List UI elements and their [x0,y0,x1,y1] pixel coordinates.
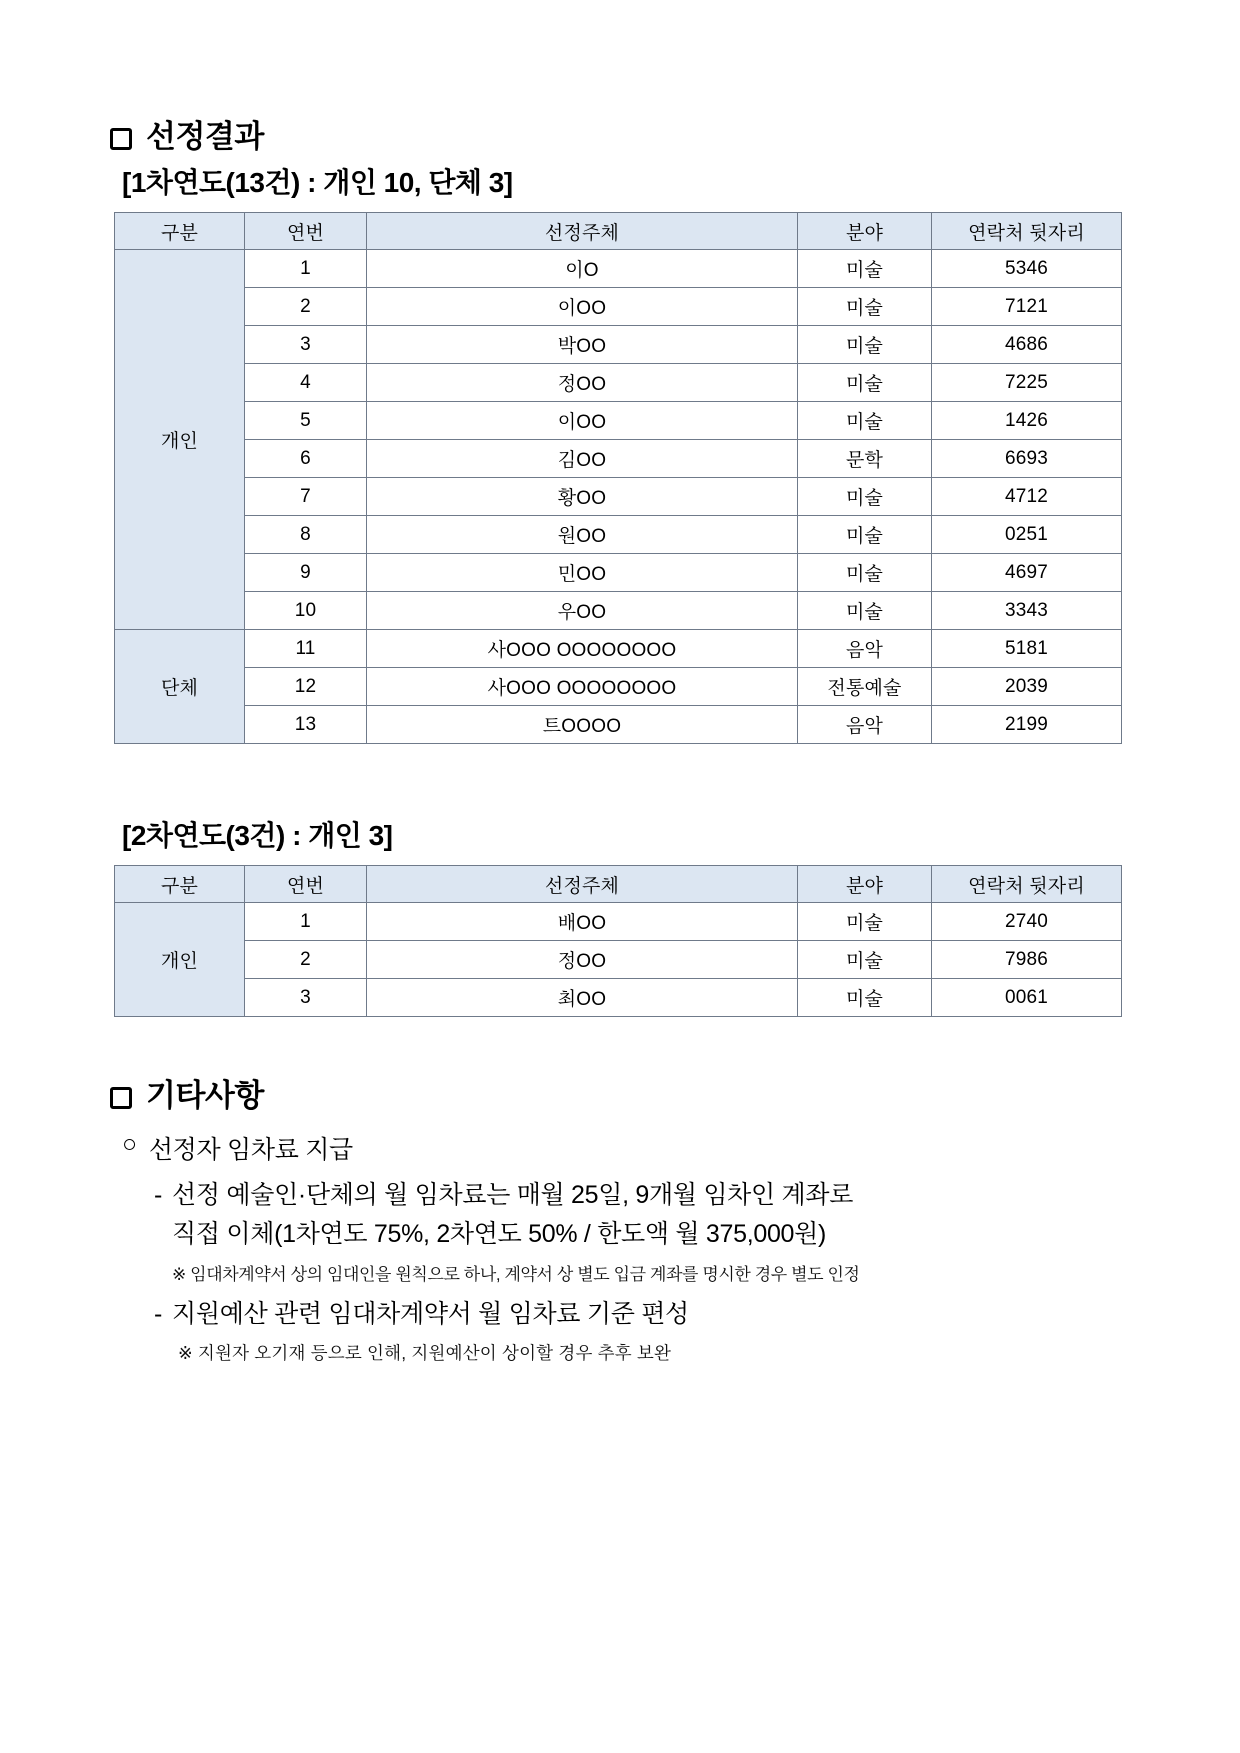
cell-tel: 6693 [932,440,1122,478]
dash-bullet-icon: - [154,1299,163,1328]
circle-bullet-icon: ○ [122,1130,137,1159]
cell-no: 2 [245,288,367,326]
cell-name: 정OO [367,364,798,402]
cell-tel: 2039 [932,668,1122,706]
note-item-3-footnote: ※ 지원자 오기재 등으로 인해, 지원예산이 상이할 경우 추후 보완 [178,1342,672,1363]
table-row [115,288,1122,326]
cell-name: 정OO [367,941,798,979]
table-year2-wrapper [114,865,1122,1017]
column-header-field: 분야 [798,866,932,903]
cell-name: 트OOOO [367,706,798,744]
cell-tel: 7121 [932,288,1122,326]
note-item-3-text: 지원예산 관련 임대차계약서 월 임차료 기준 편성 [172,1299,689,1328]
column-header-field: 분야 [798,213,932,250]
cell-name: 황OO [367,478,798,516]
cell-no: 4 [245,364,367,402]
cell-field: 미술 [798,979,932,1017]
cell-tel: 4686 [932,326,1122,364]
cell-name: 김OO [367,440,798,478]
table-row [115,979,1122,1017]
cell-field: 미술 [798,364,932,402]
cell-no: 3 [245,979,367,1017]
cell-tel: 5181 [932,630,1122,668]
table-year1-wrapper [114,212,1122,744]
cell-tel: 0251 [932,516,1122,554]
cell-no: 6 [245,440,367,478]
cell-field: 미술 [798,941,932,979]
cell-no: 1 [245,250,367,288]
cell-field: 미술 [798,402,932,440]
table-row [115,706,1122,744]
column-header-tel: 연락처 뒷자리 [932,213,1122,250]
note-item-1 [122,1130,1130,1166]
cell-no: 10 [245,592,367,630]
cell-tel: 7225 [932,364,1122,402]
cell-name: 원OO [367,516,798,554]
section-heading-etc [110,1077,1130,1114]
cell-field: 음악 [798,706,932,744]
table-header-row [115,866,1122,903]
table-row [115,903,1122,941]
note-item-3 [154,1295,1130,1334]
section-title-etc: 기타사항 [146,1078,264,1114]
cell-no: 8 [245,516,367,554]
cell-field: 미술 [798,592,932,630]
note-item-2-body [172,1176,853,1254]
table-row [115,250,1122,288]
cell-name: 이OO [367,402,798,440]
note-item-2-line2: 직접 이체(1차연도 75%, 2차연도 50% / 한도액 월 375,000원) [172,1220,827,1249]
table-year1 [114,212,1122,744]
cell-no: 13 [245,706,367,744]
cell-tel: 2740 [932,903,1122,941]
cell-no: 1 [245,903,367,941]
cell-tel: 3343 [932,592,1122,630]
cell-field: 문학 [798,440,932,478]
table-year2 [114,865,1122,1017]
cell-field: 미술 [798,516,932,554]
table-row [115,402,1122,440]
table-row [115,516,1122,554]
cell-name: 최OO [367,979,798,1017]
cell-no: 9 [245,554,367,592]
column-header-tel: 연락처 뒷자리 [932,866,1122,903]
cell-field: 미술 [798,554,932,592]
subtitle-year2: [2차연도(3건) : 개인 3] [122,820,393,852]
cell-field: 음악 [798,630,932,668]
cell-gubun: 개인 [115,903,245,1017]
cell-gubun: 개인 [115,250,245,630]
cell-no: 2 [245,941,367,979]
section-heading-result [110,118,1130,155]
column-header-name: 선정주체 [367,866,798,903]
table-row [115,554,1122,592]
cell-no: 7 [245,478,367,516]
cell-name: 이OO [367,288,798,326]
note-item-2 [154,1176,1130,1254]
cell-tel: 4712 [932,478,1122,516]
table-row [115,941,1122,979]
cell-name: 이O [367,250,798,288]
cell-name: 박OO [367,326,798,364]
square-bullet-icon [110,1087,132,1109]
column-header-no: 연번 [245,866,367,903]
cell-field: 미술 [798,903,932,941]
column-header-gubun: 구분 [115,213,245,250]
note-item-2-footnote: ※ 임대차계약서 상의 임대인을 원칙으로 하나, 계약서 상 별도 입금 계좌를 명시한 경우 별도 인정 [172,1264,860,1284]
cell-tel: 5346 [932,250,1122,288]
cell-name: 사OOO OOOOOOOO [367,630,798,668]
notes-block [120,1130,1130,1364]
cell-gubun: 단체 [115,630,245,744]
table-row [115,326,1122,364]
cell-name: 배OO [367,903,798,941]
note-item-1-text: 선정자 임차료 지급 [148,1136,353,1165]
cell-field: 미술 [798,326,932,364]
table-row [115,440,1122,478]
column-header-gubun: 구분 [115,866,245,903]
subtitle-year1: [1차연도(13건) : 개인 10, 단체 3] [122,167,513,199]
page-title: 선정결과 [146,119,264,154]
cell-no: 3 [245,326,367,364]
cell-no: 11 [245,630,367,668]
cell-field: 미술 [798,250,932,288]
cell-field: 전통예술 [798,668,932,706]
table-row [115,668,1122,706]
dash-bullet-icon: - [154,1181,163,1210]
cell-field: 미술 [798,288,932,326]
cell-name: 우OO [367,592,798,630]
table-row [115,592,1122,630]
cell-tel: 2199 [932,706,1122,744]
cell-tel: 0061 [932,979,1122,1017]
cell-name: 사OOO OOOOOOOO [367,668,798,706]
cell-name: 민OO [367,554,798,592]
column-header-no: 연번 [245,213,367,250]
cell-no: 12 [245,668,367,706]
cell-tel: 4697 [932,554,1122,592]
cell-field: 미술 [798,478,932,516]
square-bullet-icon [110,128,132,150]
column-header-name: 선정주체 [367,213,798,250]
cell-tel: 1426 [932,402,1122,440]
table-header-row [115,213,1122,250]
note-item-2-line1: 선정 예술인·단체의 월 임차료는 매월 25일, 9개월 임차인 계좌로 [172,1181,854,1210]
cell-no: 5 [245,402,367,440]
table-row [115,364,1122,402]
cell-tel: 7986 [932,941,1122,979]
table-row [115,478,1122,516]
table-row [115,630,1122,668]
